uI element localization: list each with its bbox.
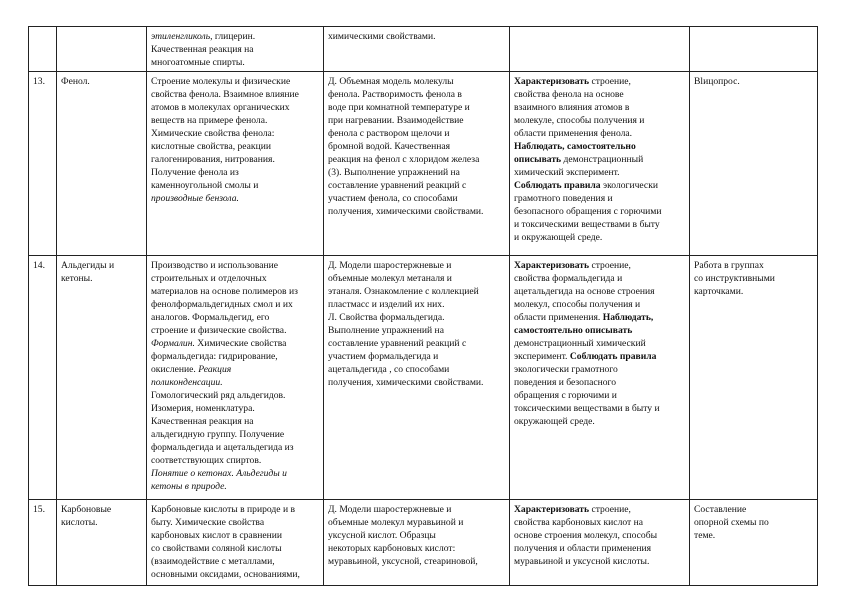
text-line bbox=[514, 205, 686, 218]
student-activity-cell bbox=[510, 72, 690, 256]
text-segment: Характеризовать bbox=[514, 260, 590, 271]
text-line bbox=[151, 454, 320, 467]
text-segment: поведения и безопасного bbox=[514, 377, 617, 388]
text-segment: ацетальдегида , со способами bbox=[328, 364, 450, 375]
text-segment: теме. bbox=[694, 530, 716, 541]
text-segment: муравьиной, уксусной, стеариновой, bbox=[328, 556, 478, 567]
demonstration-cell bbox=[324, 27, 510, 72]
text-line bbox=[151, 542, 320, 555]
text-line bbox=[328, 101, 506, 114]
text-line bbox=[694, 75, 814, 88]
text-segment: быту. Химические свойства bbox=[151, 517, 265, 528]
text-segment: и токсическими веществами в быту bbox=[514, 219, 660, 230]
text-line bbox=[328, 30, 506, 43]
text-segment: уксусной кислот. Образцы bbox=[328, 530, 436, 541]
text-line bbox=[151, 516, 320, 529]
text-segment: основными оксидами, основаниями, bbox=[151, 569, 300, 580]
lesson-topic-cell bbox=[57, 500, 147, 586]
text-segment: получения, химическими свойствами. bbox=[328, 206, 484, 217]
demonstration-cell bbox=[324, 500, 510, 586]
text-segment: муравьиной и уксусной кислоты. bbox=[514, 556, 650, 567]
text-segment: пластмасс и изделий их них. bbox=[328, 299, 445, 310]
text-line bbox=[151, 503, 320, 516]
text-line bbox=[61, 503, 143, 516]
text-line bbox=[514, 415, 686, 428]
text-segment: каменноугольной смолы и bbox=[151, 180, 259, 191]
text-segment: строение и физические свойства. bbox=[151, 325, 287, 336]
text-segment: Наблюдать, самостоятельно bbox=[514, 141, 636, 152]
text-line bbox=[151, 75, 320, 88]
text-segment: воде при комнатной температуре и bbox=[328, 102, 470, 113]
text-segment: Д. Модели шаростержневые и bbox=[328, 260, 452, 271]
text-segment: производные бензола. bbox=[151, 193, 239, 204]
text-segment: Карбоновые bbox=[61, 504, 112, 515]
text-line bbox=[514, 298, 686, 311]
text-line bbox=[151, 127, 320, 140]
text-segment: молекуле, способы получения и bbox=[514, 115, 645, 126]
text-line bbox=[151, 376, 320, 389]
text-segment: безопасного обращения с горючими bbox=[514, 206, 662, 217]
text-line bbox=[151, 568, 320, 581]
lesson-number: 14. bbox=[33, 260, 45, 271]
table-row bbox=[29, 72, 818, 256]
text-line bbox=[514, 259, 686, 272]
text-line bbox=[514, 88, 686, 101]
text-segment: Качественная реакция на bbox=[151, 44, 254, 55]
text-segment: свойства фенола. Взаимное влияние bbox=[151, 89, 299, 100]
text-segment: материалов на основе полимеров из bbox=[151, 286, 298, 297]
text-line bbox=[514, 179, 686, 192]
text-segment: фенола. Растворимость фенола в bbox=[328, 89, 462, 100]
text-line bbox=[328, 337, 506, 350]
text-line bbox=[151, 311, 320, 324]
text-segment: Формалин. bbox=[151, 338, 195, 349]
text-segment: основе строения молекул, способы bbox=[514, 530, 658, 541]
text-line bbox=[328, 127, 506, 140]
text-line bbox=[514, 285, 686, 298]
text-segment: демонстрационный химический bbox=[514, 338, 646, 349]
text-line bbox=[514, 542, 686, 555]
text-line bbox=[328, 298, 506, 311]
lesson-content-cell bbox=[147, 500, 324, 586]
text-segment: многоатомные спирты. bbox=[151, 57, 245, 68]
text-line bbox=[151, 324, 320, 337]
text-segment: Составление bbox=[694, 504, 747, 515]
text-line bbox=[328, 153, 506, 166]
text-segment: участием фенола, со способами bbox=[328, 193, 458, 204]
text-segment: Химические свойства фенола: bbox=[151, 128, 275, 139]
text-segment: Л. Свойства формальдегида. bbox=[328, 312, 445, 323]
text-segment: атомов в молекулах органических bbox=[151, 102, 290, 113]
text-line bbox=[151, 114, 320, 127]
text-line bbox=[151, 192, 320, 205]
text-segment: экологически грамотного bbox=[514, 364, 618, 375]
text-line bbox=[514, 75, 686, 88]
text-line bbox=[151, 88, 320, 101]
text-line bbox=[328, 179, 506, 192]
text-line bbox=[151, 480, 320, 493]
text-line bbox=[151, 555, 320, 568]
text-line bbox=[328, 285, 506, 298]
table-row bbox=[29, 256, 818, 500]
lesson-number-cell bbox=[29, 256, 57, 500]
text-line bbox=[694, 272, 814, 285]
text-line bbox=[328, 516, 506, 529]
text-segment: Д. Объемная модель молекулы bbox=[328, 76, 454, 87]
text-line bbox=[328, 192, 506, 205]
text-line bbox=[151, 428, 320, 441]
text-segment: строение, bbox=[589, 260, 631, 271]
text-line bbox=[514, 127, 686, 140]
text-segment: некоторых карбоновых кислот: bbox=[328, 543, 456, 554]
text-line bbox=[328, 324, 506, 337]
text-line bbox=[514, 153, 686, 166]
text-segment: фенолформальдегидных смол и их bbox=[151, 299, 293, 310]
text-line bbox=[151, 415, 320, 428]
text-segment: Blицопрос. bbox=[694, 76, 740, 87]
lesson-plan-body bbox=[29, 27, 818, 586]
text-segment: формальдегида: гидрирование, bbox=[151, 351, 278, 362]
text-line bbox=[514, 529, 686, 542]
text-segment: самостоятельно описывать bbox=[514, 325, 633, 336]
text-segment: Изомерия, номенклатура. bbox=[151, 403, 255, 414]
text-segment: составление уравнений реакций с bbox=[328, 338, 467, 349]
lesson-number-cell bbox=[29, 72, 57, 256]
lesson-number: 13. bbox=[33, 76, 45, 87]
text-segment: бромной водой. Качественная bbox=[328, 141, 451, 152]
text-segment: аналогов. Формальдегид, его bbox=[151, 312, 270, 323]
text-segment: Химические свойства bbox=[194, 338, 287, 349]
text-line bbox=[694, 285, 814, 298]
text-segment: Работа в группах bbox=[694, 260, 764, 271]
text-segment: Карбоновые кислоты в природе и в bbox=[151, 504, 296, 515]
text-segment: свойства фенола на основе bbox=[514, 89, 624, 100]
control-form-cell bbox=[690, 256, 818, 500]
text-line bbox=[514, 389, 686, 402]
text-line bbox=[328, 542, 506, 555]
text-segment: строительных и отделочных bbox=[151, 273, 267, 284]
text-segment: опорной схемы по bbox=[694, 517, 769, 528]
text-line bbox=[514, 218, 686, 231]
text-segment: этаналя. Ознакомление с коллекцией bbox=[328, 286, 479, 297]
text-segment: Выполнение упражнений на bbox=[328, 325, 444, 336]
lesson-topic-cell bbox=[57, 27, 147, 72]
text-line bbox=[694, 503, 814, 516]
text-line bbox=[151, 43, 320, 56]
text-line bbox=[61, 259, 143, 272]
text-line bbox=[514, 376, 686, 389]
text-segment: кислотные свойства, реакции bbox=[151, 141, 271, 152]
text-segment: взаимного влияния атомов в bbox=[514, 102, 630, 113]
text-segment: (взаимодействие с металлами, bbox=[151, 556, 275, 567]
text-segment: Гомологический ряд альдегидов. bbox=[151, 390, 286, 401]
text-segment: свойства формальдегида и bbox=[514, 273, 623, 284]
text-segment: со инструктивными bbox=[694, 273, 775, 284]
text-line bbox=[514, 555, 686, 568]
text-segment: области применения. bbox=[514, 312, 603, 323]
text-line bbox=[328, 363, 506, 376]
text-line bbox=[61, 272, 143, 285]
text-line bbox=[328, 272, 506, 285]
text-segment: грамотного поведения и bbox=[514, 193, 613, 204]
text-segment: Д. Модели шаростержневые и bbox=[328, 504, 452, 515]
text-segment: обращения с горючими и bbox=[514, 390, 617, 401]
text-segment: кетоны в природе. bbox=[151, 481, 227, 492]
text-segment: окисление. bbox=[151, 364, 199, 375]
lesson-plan-table bbox=[28, 26, 818, 586]
text-line bbox=[151, 259, 320, 272]
text-segment: Фенол. bbox=[61, 76, 90, 87]
text-segment: соответствующих спиртов. bbox=[151, 455, 262, 466]
text-segment: карточками. bbox=[694, 286, 744, 297]
text-line bbox=[328, 311, 506, 324]
text-line bbox=[514, 101, 686, 114]
text-segment: области применения фенола. bbox=[514, 128, 633, 139]
text-line bbox=[151, 467, 320, 480]
text-line bbox=[694, 529, 814, 542]
text-segment: и окружающей среде. bbox=[514, 232, 603, 243]
text-segment: кислоты. bbox=[61, 517, 98, 528]
text-line bbox=[151, 389, 320, 402]
text-line bbox=[151, 285, 320, 298]
text-line bbox=[328, 166, 506, 179]
text-line bbox=[514, 311, 686, 324]
text-segment: фенола с раствором щелочи и bbox=[328, 128, 450, 139]
text-line bbox=[151, 153, 320, 166]
text-segment: экологически bbox=[600, 180, 658, 191]
control-form-cell bbox=[690, 72, 818, 256]
text-segment: молекул, способы получения и bbox=[514, 299, 641, 310]
text-line bbox=[151, 140, 320, 153]
text-line bbox=[514, 402, 686, 415]
text-line bbox=[514, 114, 686, 127]
text-segment: , глицерин. bbox=[210, 31, 256, 42]
text-line bbox=[328, 503, 506, 516]
text-segment: Наблюдать, bbox=[602, 312, 654, 323]
demonstration-cell bbox=[324, 256, 510, 500]
text-segment: Строение молекулы и физические bbox=[151, 76, 291, 87]
text-segment: токсическими веществами в быту и bbox=[514, 403, 660, 414]
text-line bbox=[151, 179, 320, 192]
lesson-topic-cell bbox=[57, 72, 147, 256]
lesson-content-cell bbox=[147, 256, 324, 500]
lesson-number-cell bbox=[29, 500, 57, 586]
text-segment: эксперимент. bbox=[514, 351, 570, 362]
text-segment: Реакция bbox=[198, 364, 232, 375]
text-line bbox=[514, 166, 686, 179]
text-segment: свойства карбоновых кислот на bbox=[514, 517, 644, 528]
text-line bbox=[151, 166, 320, 179]
control-form-cell bbox=[690, 500, 818, 586]
text-line bbox=[514, 503, 686, 516]
text-line bbox=[151, 402, 320, 415]
text-segment: веществ на примере фенола. bbox=[151, 115, 268, 126]
text-line bbox=[151, 350, 320, 363]
text-line bbox=[328, 555, 506, 568]
text-line bbox=[328, 529, 506, 542]
student-activity-cell bbox=[510, 500, 690, 586]
text-line bbox=[514, 272, 686, 285]
text-segment: этиленгликоль bbox=[151, 31, 211, 42]
text-segment: Понятие о кетонах. Альдегиды и bbox=[151, 468, 287, 479]
text-segment: Получение фенола из bbox=[151, 167, 239, 178]
lesson-content-cell bbox=[147, 27, 324, 72]
text-segment: кетоны. bbox=[61, 273, 93, 284]
text-line bbox=[328, 350, 506, 363]
text-line bbox=[151, 337, 320, 350]
text-line bbox=[151, 56, 320, 69]
text-segment: ацетальдегида на основе строения bbox=[514, 286, 655, 297]
text-line bbox=[151, 272, 320, 285]
text-line bbox=[328, 75, 506, 88]
lesson-number: 15. bbox=[33, 504, 45, 515]
text-line bbox=[514, 140, 686, 153]
text-segment: составление уравнений реакций с bbox=[328, 180, 467, 191]
text-segment: Характеризовать bbox=[514, 504, 590, 515]
text-segment: при нагревании. Взаимодействие bbox=[328, 115, 464, 126]
text-line bbox=[151, 529, 320, 542]
lesson-number-cell bbox=[29, 27, 57, 72]
text-segment: Производство и использование bbox=[151, 260, 279, 271]
text-line bbox=[514, 516, 686, 529]
student-activity-cell bbox=[510, 27, 690, 72]
text-line bbox=[694, 259, 814, 272]
text-segment: Качественная реакция на bbox=[151, 416, 254, 427]
text-segment: строение, bbox=[589, 504, 631, 515]
text-segment: получения, химическими свойствами. bbox=[328, 377, 484, 388]
text-segment: строение, bbox=[589, 76, 631, 87]
text-segment: описывать bbox=[514, 154, 562, 165]
text-segment: Альдегиды и bbox=[61, 260, 115, 271]
text-line bbox=[694, 516, 814, 529]
text-line bbox=[514, 337, 686, 350]
control-form-cell bbox=[690, 27, 818, 72]
text-segment: получения и области применения bbox=[514, 543, 652, 554]
text-line bbox=[514, 192, 686, 205]
demonstration-cell bbox=[324, 72, 510, 256]
student-activity-cell bbox=[510, 256, 690, 500]
text-segment: Соблюдать правила bbox=[569, 351, 657, 362]
lesson-content-cell bbox=[147, 72, 324, 256]
table-row bbox=[29, 500, 818, 586]
text-line bbox=[151, 30, 320, 43]
text-segment: Характеризовать bbox=[514, 76, 590, 87]
text-segment: участием формальдегида и bbox=[328, 351, 439, 362]
text-line bbox=[151, 101, 320, 114]
text-segment: химическими свойствами. bbox=[328, 31, 436, 42]
text-line bbox=[151, 363, 320, 376]
text-segment: окружающей среде. bbox=[514, 416, 595, 427]
text-line bbox=[328, 114, 506, 127]
text-segment: поликонденсации. bbox=[151, 377, 223, 388]
text-line bbox=[514, 363, 686, 376]
text-line bbox=[328, 140, 506, 153]
text-segment: реакция на фенол с хлоридом железа bbox=[328, 154, 480, 165]
text-line bbox=[328, 376, 506, 389]
text-line bbox=[61, 75, 143, 88]
text-line bbox=[514, 350, 686, 363]
text-segment: химический эксперимент. bbox=[514, 167, 620, 178]
text-segment: объемные молекул муравьиной и bbox=[328, 517, 464, 528]
text-segment: формальдегида и ацетальдегида из bbox=[151, 442, 294, 453]
table-row bbox=[29, 27, 818, 72]
text-line bbox=[328, 88, 506, 101]
text-segment: объемные молекул метаналя и bbox=[328, 273, 452, 284]
text-line bbox=[328, 259, 506, 272]
text-segment: карбоновых кислот в сравнении bbox=[151, 530, 283, 541]
text-segment: (3). Выполнение упражнений на bbox=[328, 167, 460, 178]
text-line bbox=[514, 324, 686, 337]
text-segment: со свойствами соляной кислоты bbox=[151, 543, 282, 554]
text-segment: галогенирования, нитрования. bbox=[151, 154, 275, 165]
text-segment: альдегидную группу. Получение bbox=[151, 429, 285, 440]
text-segment: Соблюдать правила bbox=[514, 180, 601, 191]
text-line bbox=[61, 516, 143, 529]
text-segment: демонстрационный bbox=[561, 154, 644, 165]
lesson-topic-cell bbox=[57, 256, 147, 500]
text-line bbox=[328, 205, 506, 218]
text-line bbox=[514, 231, 686, 244]
text-line bbox=[151, 441, 320, 454]
text-line bbox=[151, 298, 320, 311]
